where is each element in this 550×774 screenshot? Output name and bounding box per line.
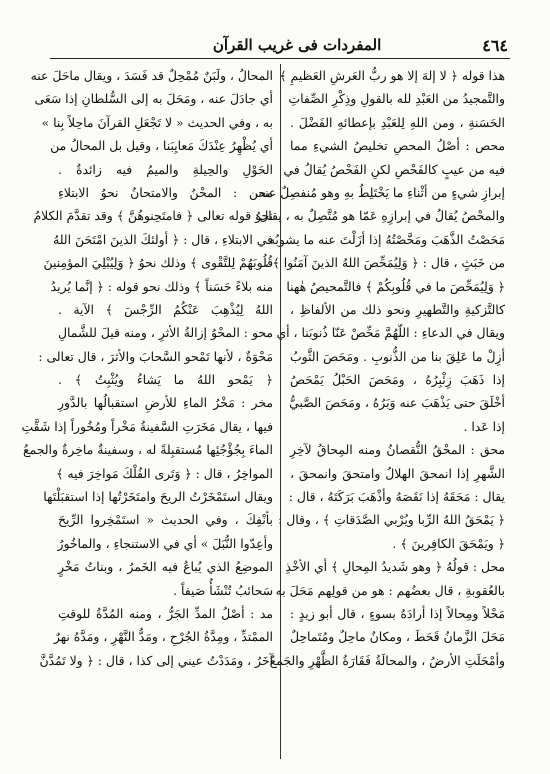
column-divider <box>280 64 281 759</box>
running-title: المفردات فى غريب القرآن <box>212 36 382 54</box>
text-line: ﴿ يَمْحو اللهُ ما يَشاءُ ويُثْبِتُ ﴾ . <box>58 372 273 388</box>
text-line: أي يُظْهِرُ عِنْدَكَ مَعايِبَنا ، وقيل بل المحالُ من <box>50 138 273 154</box>
text-line: فيه من عيبٍ كالفَحْصِ لكنِ الفَحْصُ يُقالُ في <box>283 161 505 177</box>
text-line: المواخِرُ ، قال : ﴿ وَتَرى الفُلْكَ مَواخِرَ فيه ﴾ <box>56 465 273 481</box>
text-line: نحوُ قوله تعالى ﴿ فامتَحِنوهُنَّ ﴾ وقد تقدَّمَ الكلامُ <box>33 208 273 224</box>
text-line: إبرازِ شيءٍ من أثْناءِ ما يَخْتَلِطُ بهِ وهو مُنفصِلٌ عنه، <box>254 184 505 200</box>
text-line: المحالُ ، ولَبَنٌ مُمْحِلٌ قد فَسَدَ ، ويقال ماحَلَ عنه <box>30 68 273 83</box>
text-line: ﴿ ويَمْحَقَ الكافِرينَ ﴾ . <box>392 535 505 551</box>
text-line: محق : المحْقُ النُّقصانُ ومنه المِحاقُ لآخِرِ <box>290 442 505 458</box>
text-line: مد : أصْلُ المدِّ الجَرُّ ، ومنه المُدَّةُ للوقتِ <box>58 605 273 621</box>
text-line: وأمْحَلَتِ الأرضُ ، والمحالَةُ فَقَارَةُ الظَّهْرِ والجَمعُ <box>269 652 505 668</box>
text-line: محن : المحْنُ والامتحانُ نحوُ الابتلاءِ <box>58 184 273 200</box>
text-line: كالتَّزكيةِ والتَّطهيرِ ونحو ذلك من الألفاظِ ، <box>290 301 505 317</box>
header-rule <box>50 58 510 59</box>
text-line: ﴿ وَلِيُمَحِّصَ ما في قُلُوبِكُمْ ﴾ فالتَّمحيصُ هٰهنا <box>286 278 505 294</box>
text-line: مَحَلَ الزَّمانُ قَحَطَ ، ومكانٌ ماحِلٌ ومُتَماحِلٌ <box>289 629 505 645</box>
text-line: ﴿ يَمْحَقُ اللهُ الرِّبا ويُرْبي الصَّدَقاتِ ﴾ ، وقال : <box>278 512 505 528</box>
text-line: هذا قوله ﴿ لا إلهَ إلا هو ربُّ العَرشِ العَظيمِ ﴾ <box>279 68 505 83</box>
text-line: محو : المحْوُ إزالةُ الأثرِ ، ومنه قيلَ للشَّمالِ <box>58 325 273 341</box>
text-line: والتَّمجيدُ من العَبْدِ لله بالقولِ وذِكْرِ الصِّفاتِ <box>288 91 505 107</box>
text-line: مخر : مَخْرُ الماءِ للأرضِ استقبالُها بالدَّورِ <box>58 395 273 411</box>
text-line: بالعُقوبةِ ، قال بعضُهم : هو من قولِهم مَحَلَ به <box>275 582 505 598</box>
text-line: الحَوْلِ والحِيلةِ والميمُ فيه زائدةٌ . <box>58 161 273 177</box>
page-header <box>52 34 508 56</box>
text-line: الحَسَنةِ ، ومن اللهِ لِلعَبْدِ بإعطائهِ الفَضْلَ . <box>290 114 505 130</box>
text-line: الماءَ بِجُؤْجُئِها مُستقبِلةً له ، وسفينةٌ ماخِرةٌ والجمعُ <box>23 442 273 458</box>
right-column <box>254 64 505 764</box>
text-line: أي جادَلَ عنه ، ومَحَلَ به إلى السُّلطانِ إذا سَعَى <box>34 91 273 107</box>
text-line: سَحائبُ تُنْشَأُ صَيفاً . <box>173 582 273 598</box>
text-line: والمحْصُ يُقالُ في إبرازِهِ عَمّا هو مُتَّصِلٌ به ، يقال: <box>255 208 505 224</box>
text-line: مَحْلاً ومِحالاً إذا أرادَهُ بسوءٍ ، قال أبو زيدٍ : <box>290 605 505 621</box>
text-line: مَحَصْتُ الذَّهَبَ ومَحَّصْتُهُ إذا أزَلْتَ عنه ما يشوبُه <box>268 231 505 247</box>
text-line: محل : قولُهُ ﴿ وهو شَديدُ المِحالِ ﴾ أي الأخْذِ <box>285 559 505 575</box>
text-line: الشَّهرِ إذا انمحقَ الهلالُ وامتحقَ وانمحقَ ، <box>290 465 505 481</box>
text-line: أخْلَقَ حتى يَذْهَبَ عنه وَبَرُهُ ، ومَحَصَ الصَّبيُّ <box>289 395 505 411</box>
text-line: مَحْوَةٌ ، لأنها تَمْحو السَّحابَ والأثرَ ، قال تعالى : <box>38 348 273 364</box>
text-line: ويقال في الدعاءِ : اللّهُمَّ مَحِّصْ عَنّا ذُنوبَنا ، أي <box>276 325 505 341</box>
text-line: به ، وفي الحديث « لا تَجْعَلِ القرآنَ ماحِلاً بِنا » <box>41 114 273 130</box>
text-line: من خَبَثٍ ، قال : ﴿ وَلِيُمَحِّصَ اللهُ الذينَ آمَنُوا ﴾ ، <box>264 255 505 271</box>
text-line: الممْتدِّ ، ومِدَّةُ الجُرْحِ ، ومَدُّ النَّهْرِ ، ومَدَّهُ نهرٌ <box>53 629 273 645</box>
text-line: بأنْفِكَ ، وفي الحديث « استَمْخِروا الرِّيحَ <box>58 512 273 528</box>
text-line: فيها ، يقال مَخَرَتِ السَّفينةُ مَخْراً ومُخُوراً إذا شَقَّتِ <box>21 418 273 434</box>
text-line: ويقال استَمْخَرْتُ الريحَ وامتَخَرْتُها إذا استقبَلْتَها <box>43 489 273 505</box>
text-line: منه بلاءً حَسَناً ﴾ وذلك نحو قوله : ﴿ إنَّما يُريدُ <box>50 278 273 294</box>
text-line: يقال : مَحَقَهُ إذا نَقَصَهُ وأذْهَبَ بَرَكَتَهُ ، قال : <box>288 489 505 505</box>
text-line: قُلُوبَهُمْ لِلتَّقْوى ﴾ وذلك نحوُ ﴿ وَلِيُبْلِيَ المؤمِنينَ <box>43 255 273 271</box>
text-line: أزِلْ ما عَلِقَ بنا من الذُّنوبِ . ومَحَصَ الثَّوبُ <box>290 348 505 364</box>
text-line: وأعِدّوا النُّبَلَ » أي في الاستنجاءِ ، والماخُورُ <box>57 535 273 551</box>
text-line: اللهُ لِيُذْهِبَ عَنْكُمُ الرِّجْسَ ﴾ الآية . <box>58 301 273 317</box>
text-line: إذا ذَهَبَ زِئْبِرُهُ ، ومَحَصَ الحَبْلُ يَمْحَصُ <box>290 372 505 388</box>
text-line: آخَرُ ، ومَدَدْتُ عيني إلى كذا ، قال : ﴿ ولا تَمُدَّنَّ <box>39 652 273 668</box>
text-line: الموضِعُ الذي يُباعُ فيه الخَمرُ ، وبناتُ مَخْرٍ <box>58 559 273 575</box>
page-number: ٤٦٤ <box>482 35 508 55</box>
text-line: محص : أصْلُ المحصِ تخليصُ الشيءِ مما <box>290 138 505 154</box>
text-line: في الابتلاءِ ، قال : ﴿ أولئكَ الذينَ امْتَحَنَ اللهُ <box>53 231 273 247</box>
left-column <box>21 64 273 764</box>
text-line: إذا عَدا . <box>463 418 505 434</box>
